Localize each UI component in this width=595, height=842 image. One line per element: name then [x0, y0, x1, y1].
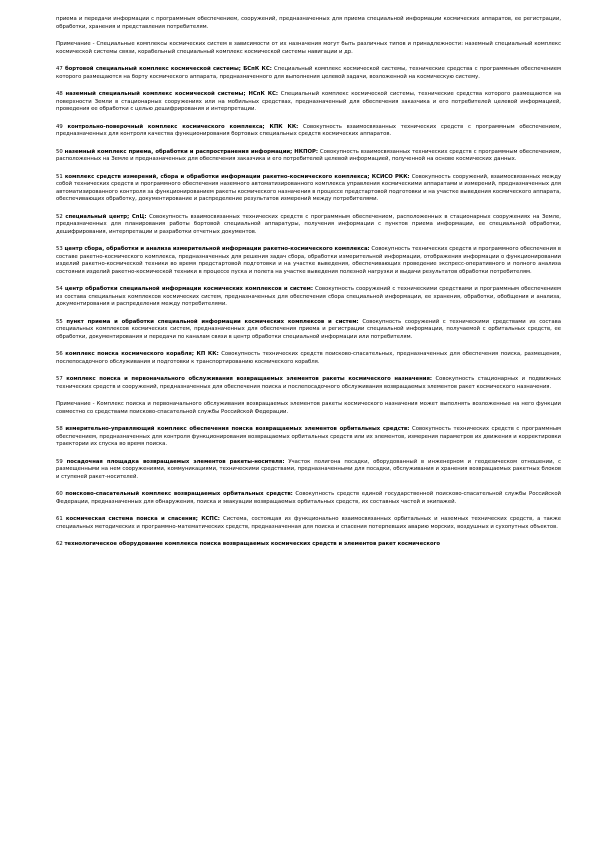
term-name: наземный комплекс приема, обработки и распространения информации; НКПОР: — [64, 148, 319, 155]
term-definition-60 — [56, 491, 561, 506]
term-text: Совокупность технических средств и программного обеспечения в составе ракетно-космического комплекса, предназначенных для решения задач сбора, обработки измерительной информации, отображения информации о функционировании изделий ракетно-космической техники во время предстартовой подготовки и на участке выведения, обеспечивающих проведение экспресс-оперативного и полного анализа состояния изделий ракетно-космической техники в процессе пуска и полета на участке выведения полезной нагрузки и выдачи результатов обработки потребителям. — [56, 246, 561, 275]
term-name: центр обработки специальной информации космических комплексов и систем: — [64, 286, 313, 292]
term-number: 59 — [56, 458, 63, 465]
term-name: пункт приема и обработки специальной информации космических комплексов и систем: — [66, 318, 359, 325]
paragraph-text: приема и передачи информации с программным обеспечением, сооружений, предназначенных для приема специальной информации космических аппаратов, ее регистрации, обработки, хранения и представления потребителям. — [56, 16, 561, 30]
term-text: Совокупность стационарных и подвижных технических средств и сооружений, предназначенных для обеспечения поиска и послепосадочного обслуживания возвращаемых элементов ракет космического назначения. — [56, 376, 561, 390]
term-name: технологическое оборудование комплекса поиска возвращаемых космических средств и элементов ракет космического — [64, 541, 441, 547]
term-number: 56 — [56, 351, 63, 357]
term-text: Система, состоящая из функционально взаимосвязанных орбитальных и наземных технических средств, а также специальных методических и программно-математических средств, предназначенная для поиска и спасения потерпевших аварию морских, воздушных и сухопутных объектов. — [56, 516, 562, 530]
term-name: центр сбора, обработки и анализа измерительной информации ракетно-космического комплекса: — [64, 246, 370, 252]
term-number: 51 — [56, 173, 63, 180]
term-number: 54 — [56, 286, 63, 292]
term-name: комплекс поиска и первоначального обслуживания возвращаемых элементов ракеты космического назначения: — [66, 376, 433, 382]
paragraph-note — [56, 401, 561, 416]
term-definition-59 — [56, 459, 561, 482]
term-name: комплекс средств измерений, сбора и обработки информации ракетно-космического комплекса; КСИСО РКК: — [64, 173, 410, 180]
term-definition-62 — [56, 541, 561, 549]
paragraph-text: Примечание - Комплекс поиска и первоначального обслуживания возвращаемых элементов ракеты космического назначения может выполнять возложенные на него функции совместно со средствами поисково-спасательной службы Российской Федерации. — [56, 401, 561, 415]
term-number: 52 — [56, 213, 63, 220]
term-definition-52 — [56, 214, 561, 237]
term-text: Совокупность сооружений, взаимосвязанных между собой технических средств и программного обеспечения наземного автоматизированного комплекса управления космическими аппаратами и измерений, предназначенных для автоматизированного контроля за функционированием ракеты космического назначения в процессе предстартовой подготовки и на участке выведения космического аппарата, обеспечивающих обработку, документирование и распределение результатов измерений между потребителями. — [56, 173, 562, 202]
term-name: посадочная площадка возвращаемых элементов ракеты-носителя: — [66, 458, 285, 465]
term-definition-53 — [56, 246, 561, 276]
term-number: 55 — [56, 318, 63, 325]
term-text: Совокупность средств единой государственной поисково-спасательной службы Российской Федерации, предназначенных для обнаружения, поиска и эвакуации возвращаемых орбитальных средств, их составных частей и экипажей. — [56, 491, 562, 505]
term-name: комплекс поиска космического корабля; КП КК: — [65, 351, 219, 357]
term-text: Совокупность технических средств с программным обеспечением, предназначенных для контроля функционирования возвращаемых орбитальных средств или их элементов, измерения параметров их движения и корректировки траектории их спуска во время поиска. — [56, 426, 562, 447]
paragraph-text: Примечание - Специальные комплексы космических систем в зависимости от их назначения могут быть различных типов и принадлежности: наземный специальный комплекс космической системы связи, корабельный специальный комплекс космической системы навигации и др. — [56, 41, 561, 55]
term-definition-50 — [56, 149, 561, 164]
term-number: 47 — [56, 66, 63, 72]
term-definition-57 — [56, 376, 561, 391]
term-text: Совокупность взаимосвязанных технических средств с программным обеспечением, предназначенных для контроля качества функционирования бортовых специальных средств космических аппаратов. — [56, 123, 561, 137]
term-number: 61 — [56, 516, 63, 522]
term-number: 48 — [56, 91, 63, 97]
term-number: 50 — [56, 148, 63, 155]
term-text: Специальный комплекс космической системы, технические средства которого размещаются на поверхности Земли в стационарных сооружениях или на мобильных средствах, предназначенный для обеспечения заказчика и его потребителей целевой информацией, проведения ее обработки с целью дешифрирования и интерпретации. — [56, 91, 561, 112]
term-name: наземный специальный комплекс космической системы; НСпК КС: — [65, 91, 279, 97]
term-number: 60 — [56, 491, 63, 497]
term-definition-58 — [56, 426, 561, 449]
term-name: измерительно-управляющий комплекс обеспечения поиска возвращаемых элементов орбитальных средств: — [65, 426, 410, 432]
term-definition-55 — [56, 319, 561, 342]
term-text: Совокупность взаимосвязанных технических средств с программным обеспечением, расположенных в стационарных сооружениях на Земле, предназначенных для планирования работы бортовой специальной аппаратуры, получения информации с пунктов приема информации, ее специальной обработки, дешифрирования, интерпретации и разработки отчетных документов. — [56, 213, 561, 235]
term-text: Совокупность взаимосвязанных технических средств с программным обеспечением, расположенных на Земле и предназначенных для обеспечения заказчика и его потребителей целевой информацией, полученной на основе космических данных. — [56, 148, 562, 162]
term-definition-61 — [56, 516, 561, 531]
term-name: космическая система поиска и спасения; КСПС: — [65, 516, 220, 522]
term-text: Совокупность технических средств поисково-спасательных, предназначенных для обеспечения поиска, размещения, послепосадочного обслуживания и подготовки к транспортированию космического корабля. — [56, 351, 562, 365]
term-definition-49 — [56, 124, 561, 139]
paragraph-note — [56, 41, 561, 56]
term-definition-54 — [56, 286, 561, 309]
term-definition-47 — [56, 66, 561, 81]
term-number: 49 — [56, 123, 63, 130]
term-name: бортовой специальный комплекс космической системы; БСпК КС: — [64, 66, 272, 72]
term-number: 53 — [56, 246, 63, 252]
term-name: поисково-спасательный комплекс возвращаемых орбитальных средств: — [65, 491, 293, 497]
term-number: 58 — [56, 426, 63, 432]
term-text: Совокупность сооружений с техническими средствами из состава специальных комплексов космических систем, предназначенных для обеспечения приема и регистрации специальной информации, получаемой с орбитальных средств, ее обработки, документирования и передачи по каналам связи в центр обработки специальной информации или потребителям. — [56, 318, 562, 340]
term-number: 57 — [56, 376, 63, 382]
term-number: 62 — [56, 541, 63, 547]
term-text: Совокупность сооружений с техническими средствами и программным обеспечением из состава специальных комплексов космических систем, предназначенных для обеспечения сбора специальной информации, ее хранения, обработки, обобщения и анализа, документирования и распределения между потребителями. — [56, 286, 561, 307]
paragraph-continuation — [56, 16, 561, 31]
term-definition-48 — [56, 91, 561, 114]
term-name: контрольно-поверочный комплекс космического комплекса; КПК КК: — [67, 123, 299, 130]
term-text: Специальный комплекс космической системы, технические средства с программным обеспечением которого размещаются на борту космического аппарата, предназначенного для выполнения целевой задачи, возложенной на космическую систему. — [56, 66, 562, 80]
term-definition-51 — [56, 174, 561, 204]
term-name: специальный центр; СпЦ: — [65, 213, 147, 220]
term-text: Участок полигона посадки, оборудованный в инженерном и геодезическом отношении, с размещенными на нем сооружениями, коммуникациями, техническими средствами, предназначенными для посадки, обслуживания и хранения возвращаемых ракетных блоков и ступеней ракет-носителей. — [56, 458, 561, 480]
term-definition-56 — [56, 351, 561, 366]
